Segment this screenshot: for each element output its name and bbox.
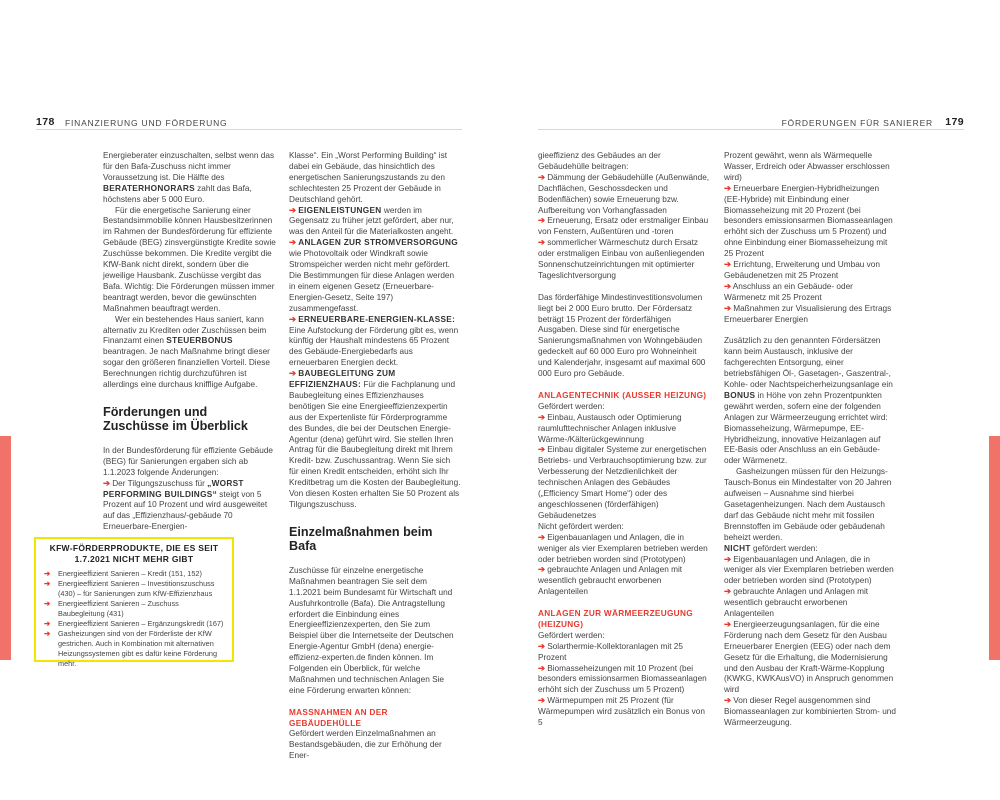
arrow-icon: ➔ (44, 569, 51, 578)
header-rule-right (538, 129, 964, 130)
arrow-icon: ➔ (103, 478, 110, 488)
arrow-icon: ➔ (724, 183, 731, 193)
bullet-item: ➔ BAUBEGLEITUNG ZUM EFFIZIENZHAUS: Für die Fachplanung und Baubegleitung eines Effizienzhauses benötigen Sie eine Energieeffizienzexpertin aus der Expertenliste für Förderprogramme des Bundes, die bei der Deutschen Energie-Agentur (dena) geführt wird. Sie stellen Ihren Antrag für die Baubegleitung direkt mit Ihrem Kredit- bzw. Zuschussantrag. Wenn Sie sich für einen Kredit entscheiden, erhöht sich Ihr Kreditbetrag um die Kosten der Baubegleitung. Von diesen Kosten erhalten Sie 50 Prozent als Tilgungszuschuss. (289, 369, 461, 509)
subheading: ANLAGEN ZUR WÄRMEERZEUGUNG (HEIZUNG) (538, 609, 693, 629)
arrow-icon: ➔ (289, 205, 296, 215)
list-item: ➔ Energieeffizient Sanieren – Kredit (151, 152) (44, 569, 202, 578)
arrow-icon: ➔ (289, 238, 296, 248)
bullet-item: ➔ Der Tilgungszuschuss für „WORST PERFORMING BUILDINGS“ steigt von 5 Prozent auf 10 Prozent und wird ausgeweitet auf das „Effizienzhaus/-gebäude 70 Erneuerbare-Energien- (103, 478, 268, 532)
paragraph: Das förderfähige Mindestinvestitionsvolumen liegt bei 2 000 Euro brutto. Der Fördersatz beträgt 15 Prozent der förderfähigen Ausgaben. Diese sind für energetische Sanierungsmaßnahmen von Wohngebäuden gedeckelt auf 60 000 Euro pro Wohneinheit und Kalenderjahr, insgesamt auf maximal 600 000 Euro pro Gebäude. (538, 292, 706, 379)
header-rule-left (36, 129, 462, 130)
bullet-item: ➔ Wärmepumpen mit 25 Prozent (für Wärmepumpen wird zusätzlich ein Bonus von 5 (538, 696, 705, 728)
arrow-icon: ➔ (538, 663, 545, 673)
column-1 (103, 151, 276, 533)
paragraph: Gefördert werden: (538, 630, 605, 640)
section-heading: Einzelmaßnahmen beim Bafa (289, 524, 433, 554)
list-item: ➔ Energieeffizient Sanieren – Zuschuss Baubegleitung (431) (44, 599, 179, 618)
paragraph: Gefördert werden Einzelmaßnahmen an Bestandsgebäuden, die zur Erhöhung der Ener- (289, 729, 442, 761)
bullet-item: ➔ gebrauchte Anlagen und Anlagen mit wesentlich gebraucht erworbenen Anlagenteilen (538, 565, 683, 597)
column-3 (538, 151, 710, 729)
arrow-icon: ➔ (724, 303, 731, 313)
bullet-item: ➔ sommerlicher Wärmeschutz durch Ersatz oder erstmaligen Einbau von außenliegenden Sonnenschutzeinrichtungen mit optimierter Tageslichtversorgung (538, 238, 705, 280)
arrow-icon: ➔ (538, 238, 545, 248)
bullet-item: ➔ Maßnahmen zur Visualisierung des Ertrags Erneuerbarer Energien (724, 303, 892, 324)
arrow-icon: ➔ (44, 599, 51, 608)
section-tab-left (0, 436, 11, 660)
paragraph: Klasse“. Ein „Worst Performing Building“ ist dabei ein Gebäude, das hinsichtlich des energetischen Sanierungszustands zu den schlechtesten 25 Prozent der Gebäude in Deutschland gehört. (289, 151, 448, 204)
arrow-icon: ➔ (44, 579, 51, 588)
arrow-icon: ➔ (289, 369, 296, 379)
bullet-item: ➔ Biomasseheizungen mit 10 Prozent (bei besonders emissionsarmen Biomasseanlagen erhöht sich der Zuschuss um 5 Prozent) (538, 663, 707, 695)
bullet-item: ➔ Errichtung, Erweiterung und Umbau von Gebäudenetzen mit 25 Prozent (724, 260, 880, 280)
paragraph: Wer ein bestehendes Haus saniert, kann alternativ zu Krediten oder Zuschüssen beim Finanzamt einen STEUERBONUS beantragen. Je nach Maßnahme bringt dieser sogar den größeren finanziellen Vorteil. Diese Berechnungen richtig durchzuführen ist allerdings eine durchaus knifflige Aufgabe. (103, 314, 270, 390)
bullet-item: ➔ ANLAGEN ZUR STROMVERSORGUNG wie Photovoltaik oder Windkraft sowie Stromspeicher werden nicht mehr gefördert. Die Bestimmungen für diese Anlagen werden in einem eigenen Gesetz (Erneuerbare-Energien-Gesetz, Seite 197) zusammengefasst. (289, 238, 459, 313)
subheading: ANLAGENTECHNIK (AUSSER HEIZUNG) (538, 390, 707, 400)
running-header-right: FÖRDERUNGEN FÜR SANIERER (781, 118, 933, 128)
arrow-icon: ➔ (289, 314, 296, 324)
arrow-icon: ➔ (538, 532, 545, 542)
list-item: ➔ Energieeffizient Sanieren – Ergänzungskredit (167) (44, 619, 224, 628)
bullet-item: ➔ Erneuerbare Energien-Hybridheizungen (EE-Hybride) mit Einbindung einer Biomasseheizung mit 20 Prozent (bei besonders emissionsarmen Biomasseanlagen erhöht sich der Zuschuss um 5 Prozent) und ohne Einbindung einer Biomasseheizung mit 25 Prozent (724, 183, 893, 259)
bullet-item: ➔ Einbau digitaler Systeme zur energetischen Betriebs- und Verbrauchsoptimierung bzw. zur Verbesserung der Netzdienlichkeit der technischen Anlagen des Gebäudes („Efficiency Smart Home“) oder des angeschlossenen (förderfähigen) Gebäudenetzes (538, 445, 707, 520)
arrow-icon: ➔ (538, 216, 545, 226)
arrow-icon: ➔ (44, 629, 51, 638)
subheading: MASSNAHMEN AN DER GEBÄUDEHÜLLE (289, 707, 388, 728)
page-number-left: 178 (36, 116, 55, 128)
arrow-icon: ➔ (538, 565, 545, 575)
paragraph: Energieberater einzuschalten, selbst wenn das für den Bafa-Zuschuss nicht immer Voraussetzung ist. Die Hälfte des BERATERHONORARS zahlt das Bafa, höchstens aber 5 000 Euro. (103, 151, 275, 204)
list-item: ➔ Energieeffizient Sanieren – Investitionszuschuss (430) – für Sanierungen zum KfW-Effizienzhaus (44, 579, 215, 598)
paragraph: gieeffizienz des Gebäudes an der Gebäudehülle beitragen: (538, 151, 661, 171)
paragraph: Nicht gefördert werden: (538, 521, 624, 531)
arrow-icon: ➔ (724, 696, 731, 706)
arrow-icon: ➔ (724, 260, 731, 270)
paragraph: Gefördert werden: (538, 401, 605, 411)
paragraph: Prozent gewährt, wenn als Wärmequelle Wasser, Erdreich oder Abwasser erschlossen wird) (724, 151, 890, 182)
section-tab-right (989, 436, 1000, 660)
paragraph: NICHT gefördert werden: (724, 543, 818, 553)
arrow-icon: ➔ (538, 412, 545, 422)
bullet-item: ➔ Eigenbauanlagen und Anlagen, die in weniger als vier Exemplaren betrieben werden oder betrieben worden sind (Prototypen) (724, 554, 894, 586)
bullet-item: ➔ Solarthermie-Kollektoranlagen mit 25 Prozent (538, 641, 683, 662)
column-4 (724, 151, 896, 729)
info-box-title: KFW-FÖRDERPRODUKTE, DIE ES SEIT 1.7.2021 NICHT MEHR GIBT (49, 543, 219, 564)
bullet-item: ➔ gebrauchte Anlagen und Anlagen mit wesentlich gebraucht erworbenen Anlagenteilen (724, 587, 869, 619)
arrow-icon: ➔ (538, 696, 545, 706)
bullet-item: ➔ Anschluss an ein Gebäude- oder Wärmenetz mit 25 Prozent (724, 281, 853, 302)
arrow-icon: ➔ (44, 619, 51, 628)
paragraph: In der Bundesförderung für effiziente Gebäude (BEG) für Sanierungen ergaben sich ab 1.1.2023 folgende Änderungen: (103, 445, 274, 477)
info-box-list (36, 569, 232, 669)
bullet-item: ➔ Energieerzeugungsanlagen, für die eine Förderung nach dem Gesetz für den Ausbau Erneuerbarer Energien (EEG) oder nach dem Gesetz für die Erhaltung, die Modernisierung und den Ausbau der Kraft-Wärme-Kopplung (KWKG, KWKAusVO) in Anspruch genommen wird (724, 619, 894, 695)
arrow-icon: ➔ (724, 281, 731, 291)
info-box (34, 537, 234, 668)
arrow-icon: ➔ (724, 587, 731, 597)
paragraph: Gasheizungen müssen für den Heizungs-Tausch-Bonus ein Mindestalter von 20 Jahren aufweisen – Ausnahme sind hierbei Gasetagenheizungen. Nach dem Austausch darf das Gebäude nicht mehr mit fossilen Brennstoffen im Gebäude oder gebäudenah beheizt werden. (724, 467, 892, 542)
bullet-item: ➔ EIGENLEISTUNGEN werden im Gegensatz zu früher jetzt gefördert, aber nur, was den Anteil für die Materialkosten angeht. (289, 205, 454, 237)
page-number-right: 179 (945, 116, 964, 128)
arrow-icon: ➔ (724, 619, 731, 629)
bullet-item: ➔ Einbau, Austausch oder Optimierung raumlufttechnischer Anlagen inklusive Wärme-/Kälterückgewinnung (538, 412, 682, 444)
list-item: ➔ Gasheizungen sind von der Förderliste der KfW gestrichen. Auch in Kombination mit alternativen Heizungssystemen gibt es dafür keine Förderung mehr. (44, 629, 217, 668)
arrow-icon: ➔ (538, 641, 545, 651)
section-heading: Förderungen und Zuschüsse im Überblick (103, 404, 248, 434)
arrow-icon: ➔ (538, 445, 545, 455)
column-2 (289, 151, 461, 762)
paragraph: Für die energetische Sanierung einer Bestandsimmobilie können Hausbesitzerinnen im Rahmen der Bundesförderung für effiziente Gebäude (BEG) zinsvergünstigte Kredite sowie Zuschüsse bekommen. Die Kredite vergibt die KfW-Bank nicht direkt, sondern über die jeweilige Hausbank. Zuschüsse vergibt das Bafa. Wichtig: Die Förderungen müssen immer beantragt werden, bevor die gewünschten Maßnahmen beauftragt werden. (103, 205, 276, 313)
bullet-item: ➔ ERNEUERBARE-ENERGIEN-KLASSE: Eine Aufstockung der Förderung gibt es, wenn künftig der Haushalt mindestens 65 Prozent des Gebäude-Energiebedarfs aus erneuerbaren Energien deckt. (289, 314, 459, 368)
bullet-item: ➔ Eigenbauanlagen und Anlagen, die in weniger als vier Exemplaren betrieben werden oder betrieben worden sind (Prototypen) (538, 532, 708, 564)
paragraph: Zuschüsse für einzelne energetische Maßnahmen beantragen Sie seit dem 1.1.2021 beim Bundesamt für Wirtschaft und Ausfuhrkontrolle (Bafa). Die Antragstellung erfordert die Einbindung eines Energieeffizienzexperten, den Sie zum Beispiel über die Internetseite der Deutschen Energie-Agentur GmbH (dena) energie-effizienz-experten.de finden können. Im Folgenden ein Überblick, für welche Maßnahmen und technischen Anlagen Sie eine Förderung erwarten können: (289, 565, 454, 695)
arrow-icon: ➔ (724, 554, 731, 564)
bullet-item: ➔ Von dieser Regel ausgenommen sind Biomasseanlagen zur kombinierten Strom- und Wärmeerzeugung. (724, 696, 896, 728)
running-header-left: FINANZIERUNG UND FÖRDERUNG (65, 118, 228, 128)
bullet-item: ➔ Erneuerung, Ersatz oder erstmaliger Einbau von Fenstern, Außentüren und -toren (538, 216, 709, 237)
bullet-item: ➔ Dämmung der Gebäudehülle (Außenwände, Dachflächen, Geschossdecken und Bodenflächen) sowie Erneuerung bzw. Aufbereitung von Vorhangfassaden (538, 172, 710, 215)
arrow-icon: ➔ (538, 172, 545, 182)
paragraph: Zusätzlich zu den genannten Fördersätzen kann beim Austausch, inklusive der fachgerechten Entsorgung, einer betriebsfähigen Öl-, Gasetagen-, Gaszentral-, Kohle- oder Nachtspeicherheizungsanlage ein BONUS in Höhe von zehn Prozentpunkten gewährt werden, sofern eine der folgenden Anlagen zur Wärmeerzeugung errichtet wird: Biomasseheizung, Wärmepumpe, EE-Hybridheizung, innovative Heizanlagen auf EE-Basis oder Anschluss an ein Gebäude- oder Wärmenetz. (724, 336, 893, 466)
